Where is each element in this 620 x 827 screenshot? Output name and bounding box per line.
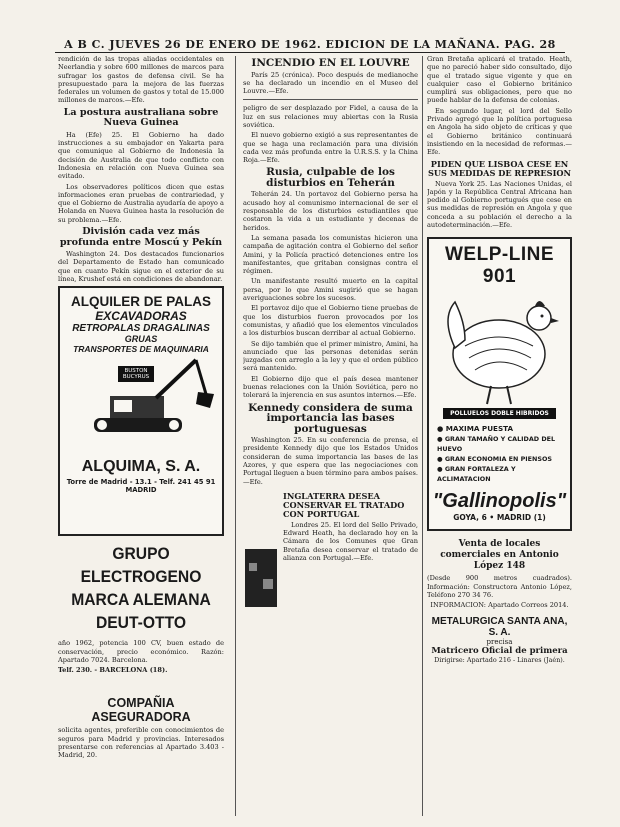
benefit-item: ● GRAN FORTALEZA Y ACLIMATACION [437, 465, 516, 484]
article-paragraph: El nuevo gobierno exigió a sus representantes de que se haga una reclamación para una división cada vez más profunda entre la U.R.S.S. y la China Roja.—Efe. [243, 131, 418, 165]
section-rule [243, 99, 418, 100]
ad-welpline-tag: POLLUELOS DOBLE HIBRIDOS [443, 408, 556, 419]
benefit-item: ● GRAN TAMAÑO Y CALIDAD DEL HUEVO [437, 435, 556, 454]
ad-generator-line: GRUPO ELECTROGENO [80, 544, 202, 587]
article-paragraph: París 25 (crónica). Poco después de medianoche se ha declarado un incendio en el Museo del Louvre.—Efe. [243, 70, 418, 96]
article-paragraph: Se dijo también que el primer ministro, Amini, ha anunciado que las personas detenidas serán juzgadas con arreglo a la ley y que el orden público será mantenido. [243, 339, 418, 373]
benefit-text: MAXIMA PUESTA [445, 424, 514, 434]
benefit-text: GRAN FORTALEZA Y ACLIMATACION [437, 465, 516, 484]
ad-alquima-title: ALQUILER DE PALAS [70, 294, 211, 310]
benefit-item: ● GRAN ECONOMIA EN PIENSOS [437, 455, 553, 464]
ad-welpline-title: WELP-LINE 901 [445, 244, 554, 288]
ad-insurer-title: COMPAÑIA ASEGURADORA [91, 696, 191, 725]
ad-alquima [58, 286, 224, 536]
article-paragraph: Un manifestante resultó muerto en la capital persa, por lo que Amini sugirió que se hagan averiguaciones sobre los sucesos. [243, 277, 418, 303]
headline-tehran: Rusia, culpable de los disturbios en Teherán [266, 166, 395, 189]
ad-alquima-address: Torre de Madrid - 13.1 - Telf. 241 45 91 [66, 478, 216, 487]
ad-alquima-brand: BUSTON BUCYRUS [118, 366, 154, 382]
column-2 [243, 55, 418, 817]
article-paragraph: Ha (Efe) 25. El Gobierno ha dado instrucciones a su embajador en Yakarta para que comunique al Gobierno de Indonesia la decisión de Australia de que todo conflicto con Indonesia en relación con Nueva Guinea sea evitado. [58, 130, 224, 181]
ad-alquima-line: EXCAVADORAS [95, 309, 187, 324]
ad-generator [58, 542, 224, 692]
headline-moscow-peking: División cada vez más profunda entre Moscú y Pekín [59, 226, 223, 248]
ad-metalurgica [427, 616, 572, 664]
article-paragraph: peligro de ser desplazado por Fidel, a causa de la luz en sus relaciones muy abiertas con la Rusia soviética. [243, 104, 418, 129]
column-3 [427, 55, 572, 817]
ad-generator-text: año 1962, potencia 100 CV, buen estado de conservación, precio económico. Razón: Apartado 7024. Barcelona. [58, 639, 224, 664]
headline-england: INGLATERRA DESEA CONSERVAR EL TRATADO CON PORTUGAL [283, 490, 405, 519]
ad-metalurgica-line: precisa [486, 637, 513, 646]
photo-icon [243, 489, 279, 609]
column-divider-2 [422, 56, 423, 816]
ad-locales-title: Venta de locales comerciales en Antonio López 148 [440, 539, 559, 572]
column-1 [58, 55, 224, 817]
ad-metalurgica-text: Dirigirse: Apartado 216 - Linares (Jaén). [434, 655, 565, 664]
ad-alquima-line: GRUAS [124, 334, 158, 345]
excavator-illustration [60, 354, 222, 454]
ad-generator-line: MARCA ALEMANA [71, 590, 211, 610]
photo-placeholder [243, 489, 279, 609]
article-paragraph: Londres 25. El lord del Sello Privado, Edward Heath, ha declarado hoy en la Cámara de los Comunes que Gran Bretaña desea conservar el tratado de alianza con Portugal.—Efe. [283, 520, 418, 563]
benefit-item: ● MAXIMA PUESTA [437, 424, 514, 434]
header-rule [55, 52, 565, 53]
ad-alquima-company: ALQUIMA, S. A. [81, 458, 201, 476]
brand-name: Gallinopolis [442, 490, 557, 513]
article-continuation: rendición de las tropas aliadas occidentales en Neerlandia y sobre 600 millones de marcos para sufragar los gastos de defensa civil. Se ha presupuestado para la mejora de las fuerzas federales un volumen de gastos y total de 15.000 millones de marcos.—Efe. [58, 55, 224, 105]
article-paragraph: El portavoz dijo que el Gobierno tiene pruebas de que los disturbios fueron provocados por los comunistas, y añadió que los elementos vinculados a los disturbios buscan derribar al actual Gobierno. [243, 304, 418, 338]
headline-lisbon: PIDEN QUE LISBOA CESE EN SUS MEDIDAS DE REPRESION [427, 158, 572, 178]
ad-locales-text: (Desde 900 metros cuadrados). Información: Constructora Antonio López, Teléfono 270 34 76. [427, 574, 572, 599]
headline-australia: La postura australiana sobre Nueva Guinea [63, 106, 219, 129]
article-paragraph: El Gobierno dijo que el país desea mantener buenas relaciones con la Unión Soviética, pero no tolerará la injerencia en sus asuntos internos.—Efe. [243, 374, 418, 400]
ad-generator-line: DEUT-OTTO [95, 613, 187, 633]
ad-welpline-brand: "Gallinopolis" [432, 490, 567, 513]
page-header: A B C. JUEVES 26 DE ENERO DE 1962. EDICION DE LA MAÑANA. PAG. 28 [64, 38, 556, 51]
ad-alquima-line: RETROPALAS DRAGALINAS [72, 323, 210, 335]
article-paragraph: En segundo lugar, el lord del Sello Privado agregó que la política portuguesa en Angola ha sido objeto de críticas y que el Gobierno británico continuará insistiendo en la necesidad de reformas.—Efe. [427, 106, 572, 157]
ad-metalurgica-title: METALURGICA SANTA ANA, S. A. [431, 615, 568, 638]
ad-welpline [427, 237, 572, 531]
ad-insurer [58, 696, 224, 759]
article-paragraph: Los observadores políticos dicen que estas informaciones eran pruebas de contrariedad, y que el Gobierno de Australia ayudaría de apoyo a Holanda en Nueva Guinea hasta la resolución de su problema.—Efe. [58, 182, 224, 224]
ad-welpline-benefits [429, 424, 570, 484]
benefit-text: GRAN ECONOMIA EN PIENSOS [444, 455, 553, 464]
article-paragraph: Nueva York 25. Las Naciones Unidas, el Japón y la República Central Africana han pedido al Gobierno portugués que cese en sus medidas de represión en Angola y que conceda a su población el derecho a la autodeterminación.—Efe. [427, 179, 572, 230]
ad-insurer-text: solicita agentes, preferible con conocimientos de seguros para Madrid y provincias. Interesados presentarse con referencias al Apartado 3.403 - Madrid, 20. [58, 726, 224, 760]
hen-icon [435, 288, 565, 408]
article-paragraph: Washington 24. Dos destacados funcionarios del Departamento de Estado han comunicado que en cuanto Pekín sigue en el exterior de su línea, Krushef está en condiciones de abandonar. [58, 250, 224, 283]
ad-welpline-address: GOYA, 6 • MADRID (1) [453, 513, 546, 523]
ad-alquima-line: TRANSPORTES DE MAQUINARIA [73, 344, 209, 355]
ad-generator-phone: Telf. 230. - BARCELONA (18). [58, 666, 168, 675]
benefit-text: GRAN TAMAÑO Y CALIDAD DEL HUEVO [437, 435, 556, 454]
ad-locales-contact: INFORMACION: Apartado Correos 2014. [430, 601, 569, 610]
article-paragraph: Teherán 24. Un portavoz del Gobierno persa ha acusado hoy al comunismo internacional de ser el responsable de los disturbios estudiantiles que costaron la vida a un estudiante y decenas de heridos. [243, 190, 418, 232]
article-paragraph: La semana pasada los comunistas hicieron una campaña de agitación contra el Gobierno del señor Amini, y la Policía practicó detenciones entre los manifestantes, que gritaban consignas contra el régimen. [243, 233, 418, 276]
ad-alquima-city: MADRID [125, 486, 157, 495]
headline-louvre: INCENDIO EN EL LOUVRE [251, 57, 410, 69]
article-paragraph: Washington 25. En su conferencia de prensa, el presidente Kennedy dijo que los Estados Unidos consideran de suma importancia las bases de las Azores, y que espera que las negociaciones con Portugal lleguen a buen término para ambos países.—Efe. [243, 436, 418, 486]
headline-kennedy: Kennedy considera de suma importancia las bases portuguesas [248, 401, 413, 435]
column-divider-1 [235, 56, 236, 816]
article-continuation: Gran Bretaña aplicará el tratado. Heath, que no pareció haber sido consultado, dijo que el tratado sigue vigente y que en cualquier caso el Gobierno británico cumplirá sus obligaciones, pero que no puede hablar de la defensa de colonias. [427, 55, 572, 105]
england-article [243, 489, 418, 609]
ad-metalurgica-line: Matricero Oficial de primera [431, 645, 568, 656]
ad-locales [427, 539, 572, 609]
